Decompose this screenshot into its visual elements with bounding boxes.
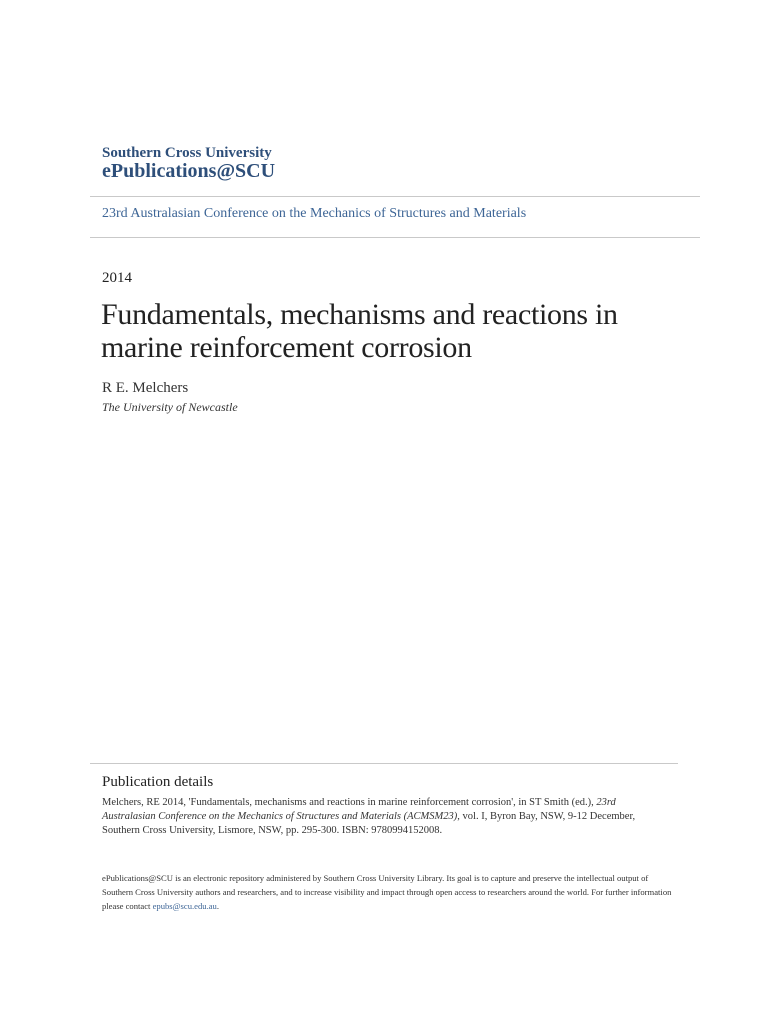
repository-name-link[interactable]: ePublications@SCU (102, 160, 276, 182)
citation-proceedings-title: 23rd Australasian Conference on the Mechanics of Structures and Materials (ACMSM23) (102, 797, 616, 822)
repository-about-text (102, 871, 672, 913)
publication-details-divider (90, 763, 678, 764)
header-divider-bottom (90, 237, 700, 238)
header-divider-top (90, 196, 700, 197)
paper-title (101, 298, 661, 364)
citation-text (102, 796, 662, 838)
paper-title-line-2: marine reinforcement corrosion (101, 331, 472, 364)
paper-title-line-1: Fundamentals, mechanisms and reactions in (101, 298, 618, 331)
publication-year: 2014 (102, 270, 132, 286)
author-affiliation: The University of Newcastle (102, 400, 238, 414)
conference-link[interactable]: 23rd Australasian Conference on the Mechanics of Structures and Materials (102, 206, 527, 221)
citation-part-2: , vol. I, Byron Bay, NSW, 9-12 December, Southern Cross University, Lismore, NSW, pp. 295-300. ISBN: 9780994152008. (102, 811, 636, 836)
contact-email-link[interactable]: epubs@scu.edu.au (152, 901, 217, 911)
university-name: Southern Cross University (102, 145, 272, 161)
author-name: R E. Melchers (102, 380, 189, 396)
publication-details-heading: Publication details (102, 774, 214, 790)
about-body: ePublications@SCU is an electronic repository administered by Southern Cross University Library. Its goal is to capture and preserve the intellectual output of Southern Cross University authors and researchers, and to increase visibility and impact through open access to researchers around the world. For further information please contact (102, 873, 672, 911)
about-suffix: . (216, 901, 219, 911)
citation-part-1: Melchers, RE 2014, 'Fundamentals, mechanisms and reactions in marine reinforcement corrosion', in ST Smith (ed.), (102, 797, 597, 808)
